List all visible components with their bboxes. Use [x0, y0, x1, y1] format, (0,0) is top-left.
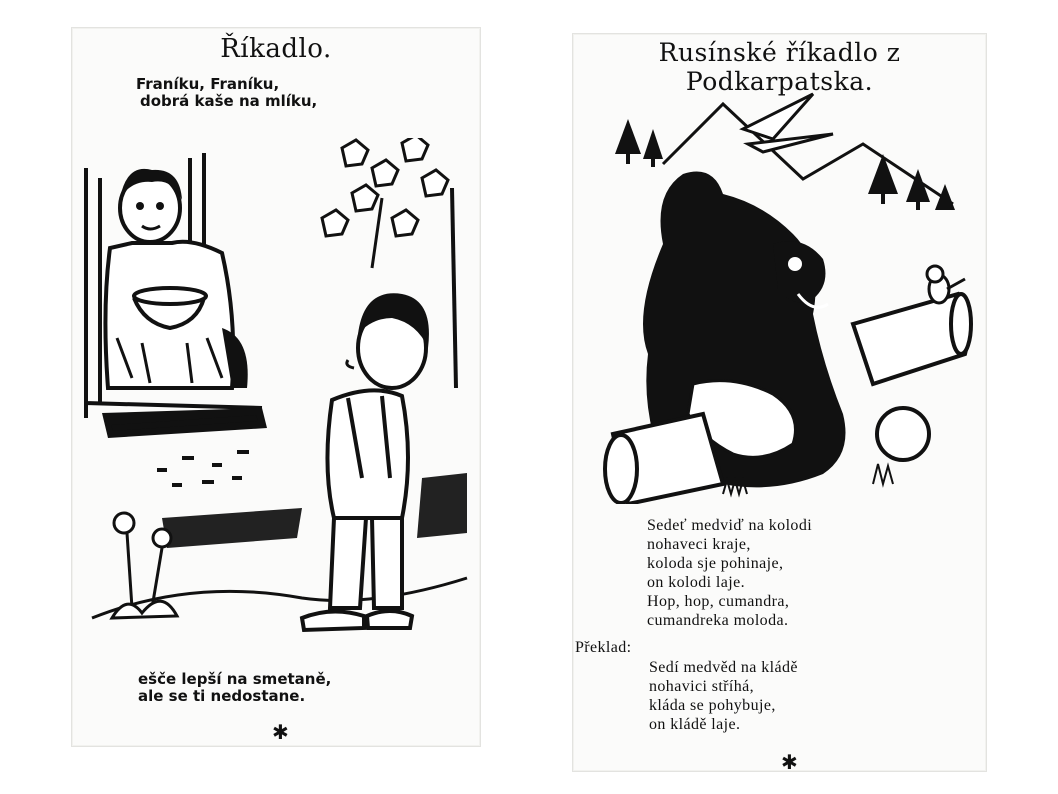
right-page	[572, 33, 987, 772]
translation-line: nohavici stříhá,	[649, 678, 755, 695]
bear-on-log-illustration	[573, 84, 986, 504]
right-page-title: Rusínské říkadlo z Podkarpatska.	[658, 38, 901, 96]
rusyn-poem	[647, 516, 812, 630]
left-page	[71, 27, 481, 747]
left-page-title: Říkadlo.	[220, 34, 332, 64]
verse-line: dobrá kaše na mlíku,	[140, 92, 318, 110]
translation-label: Překlad:	[575, 639, 632, 656]
asterisk-mark: ✱	[781, 750, 798, 774]
verse-line: ale se ti nedostane.	[138, 687, 306, 705]
poem-line: Hop, hop, cumandra,	[647, 593, 790, 610]
poem-line: nohaveci kraje,	[647, 536, 751, 553]
translation-line: on kládě laje.	[649, 716, 741, 733]
czech-translation	[649, 658, 798, 734]
poem-line: on kolodi laje.	[647, 574, 745, 591]
asterisk-mark: ✱	[272, 720, 289, 744]
left-top-verse	[136, 76, 317, 110]
translation-line: Sedí medvěd na kládě	[649, 659, 798, 676]
poem-line: cumandreka moloda.	[647, 612, 789, 629]
poem-line: Sedeť medviď na kolodi	[647, 517, 813, 534]
translation-line: kláda se pohybuje,	[649, 697, 776, 714]
verse-line: Franíku, Franíku,	[136, 75, 280, 93]
window-grandmother-illustration	[72, 138, 480, 658]
poem-line: koloda sje pohinaje,	[647, 555, 784, 572]
verse-line: ešče lepší na smetaně,	[138, 670, 332, 688]
left-bottom-verse	[138, 671, 331, 705]
